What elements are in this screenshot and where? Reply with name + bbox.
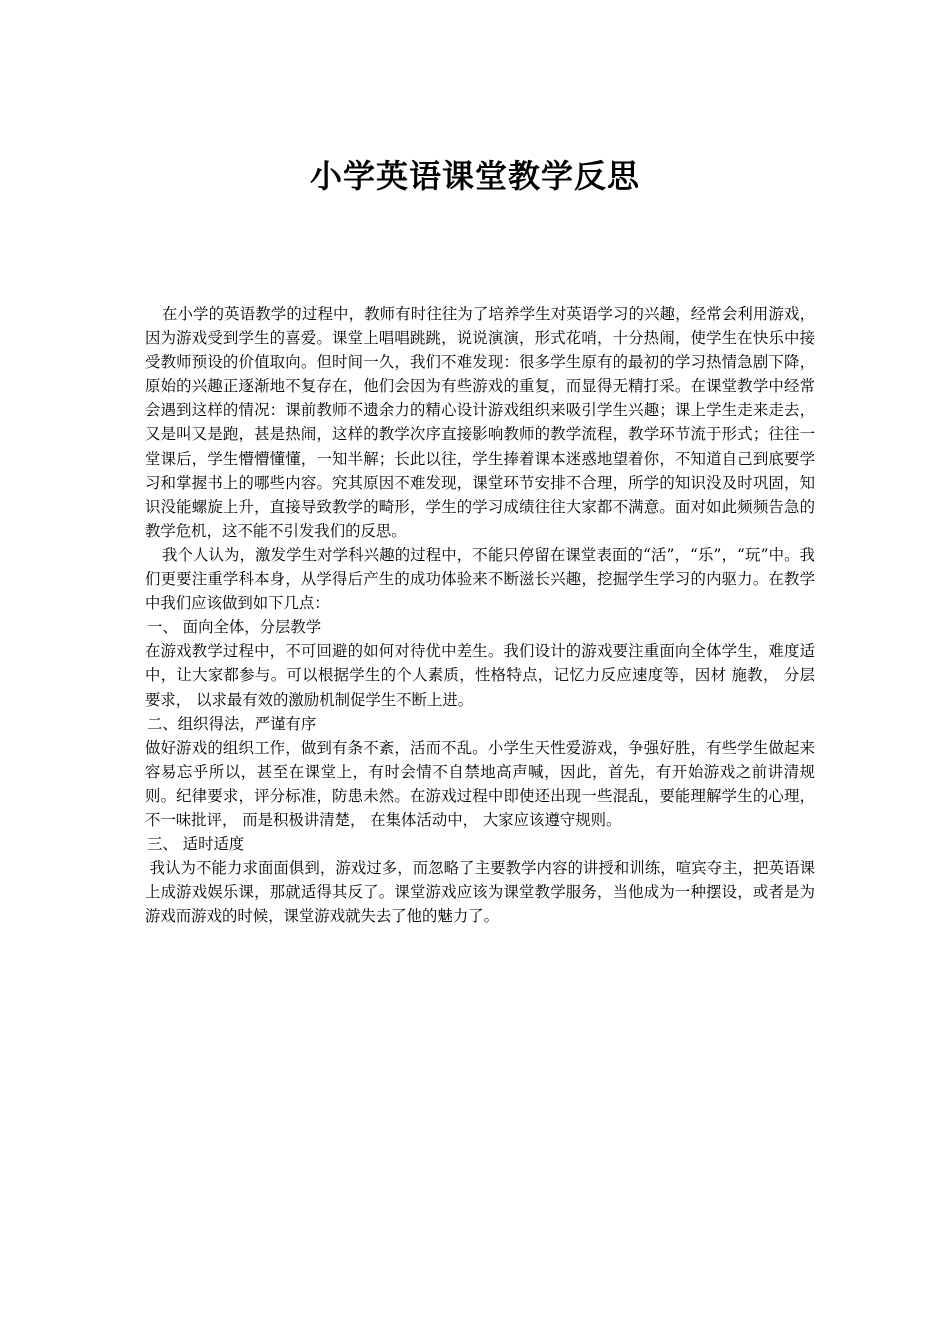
- section-text-3: 我认为不能力求面面俱到，游戏过多，而忽略了主要教学内容的讲授和训练，喧宾夺主，把英语课上成游戏娱乐课，那就适得其反了。课堂游戏应该为课堂教学服务，当他成为一种摆设，或者是为游戏而游戏的时候，课堂游戏就失去了他的魅力了。: [145, 859, 815, 926]
- document-body: [145, 302, 815, 928]
- intro-paragraph: 在小学的英语教学的过程中，教师有时往往为了培养学生对英语学习的兴趣，经常会利用游戏，因为游戏受到学生的喜爱。课堂上唱唱跳跳，说说演演，形式花哨，十分热闹，使学生在快乐中接受教师预设的价值取向。但时间一久，我们不难发现：很多学生原有的最初的学习热情急剧下降，原始的兴趣正逐渐地不复存在，他们会因为有些游戏的重复，而显得无精打采。在课堂教学中经常会遇到这样的情况：课前教师不遗余力的精心设计游戏组织来吸引学生兴趣；课上学生走来走去，又是叫又是跑，甚是热闹，这样的教学次序直接影响教师的教学流程，教学环节流于形式；往往一堂课后，学生懵懵懂懂，一知半解；长此以往，学生捧着课本迷惑地望着你，不知道自己到底要学习和掌握书上的哪些内容。究其原因不难发现，课堂环节安排不合理，所学的知识没及时巩固，知识没能螺旋上升，直接导致教学的畸形，学生的学习成绩往往大家都不满意。面对如此频频告急的教学危机，这不能不引发我们的反思。: [145, 305, 815, 540]
- document-title: 小学英语课堂教学反思: [309, 157, 640, 195]
- section-text-2: 做好游戏的组织工作，做到有条不紊，活而不乱。小学生天性爱游戏，争强好胜，有些学生做起来容易忘乎所以，甚至在课堂上，有时会情不自禁地高声喊，因此，首先，有开始游戏之前讲清规则。纪律要求，评分标准，防患未然。在游戏过程中即使还出现一些混乱，要能理解学生的心理， 不一味批评， 而是积极讲清楚， 在集体活动中， 大家应该遵守规则。: [145, 738, 815, 829]
- thesis-paragraph: 我个人认为，激发学生对学科兴趣的过程中，不能只停留在课堂表面的“活”，“乐”，“玩”中。我们更要注重学科本身，从学得后产生的成功体验来不断滋长兴趣，挖掘学生学习的内驱力。在教学中我们应该做到如下几点：: [145, 545, 815, 613]
- section-heading-2: 二、组织得法，严谨有序: [147, 714, 317, 733]
- section-heading-1: 一、 面向全体，分层教学: [147, 618, 322, 637]
- section-text-1: 在游戏教学过程中，不可回避的如何对待优中差生。我们设计的游戏要注重面向全体学生，难度适中，让大家都参与。可以根据学生的个人素质，性格特点，记忆力反应速度等，因材 施教， 分层要求， 以求最有效的激励机制促学生不断上进。: [145, 642, 815, 709]
- section-heading-3: 三、 适时适度: [147, 835, 245, 854]
